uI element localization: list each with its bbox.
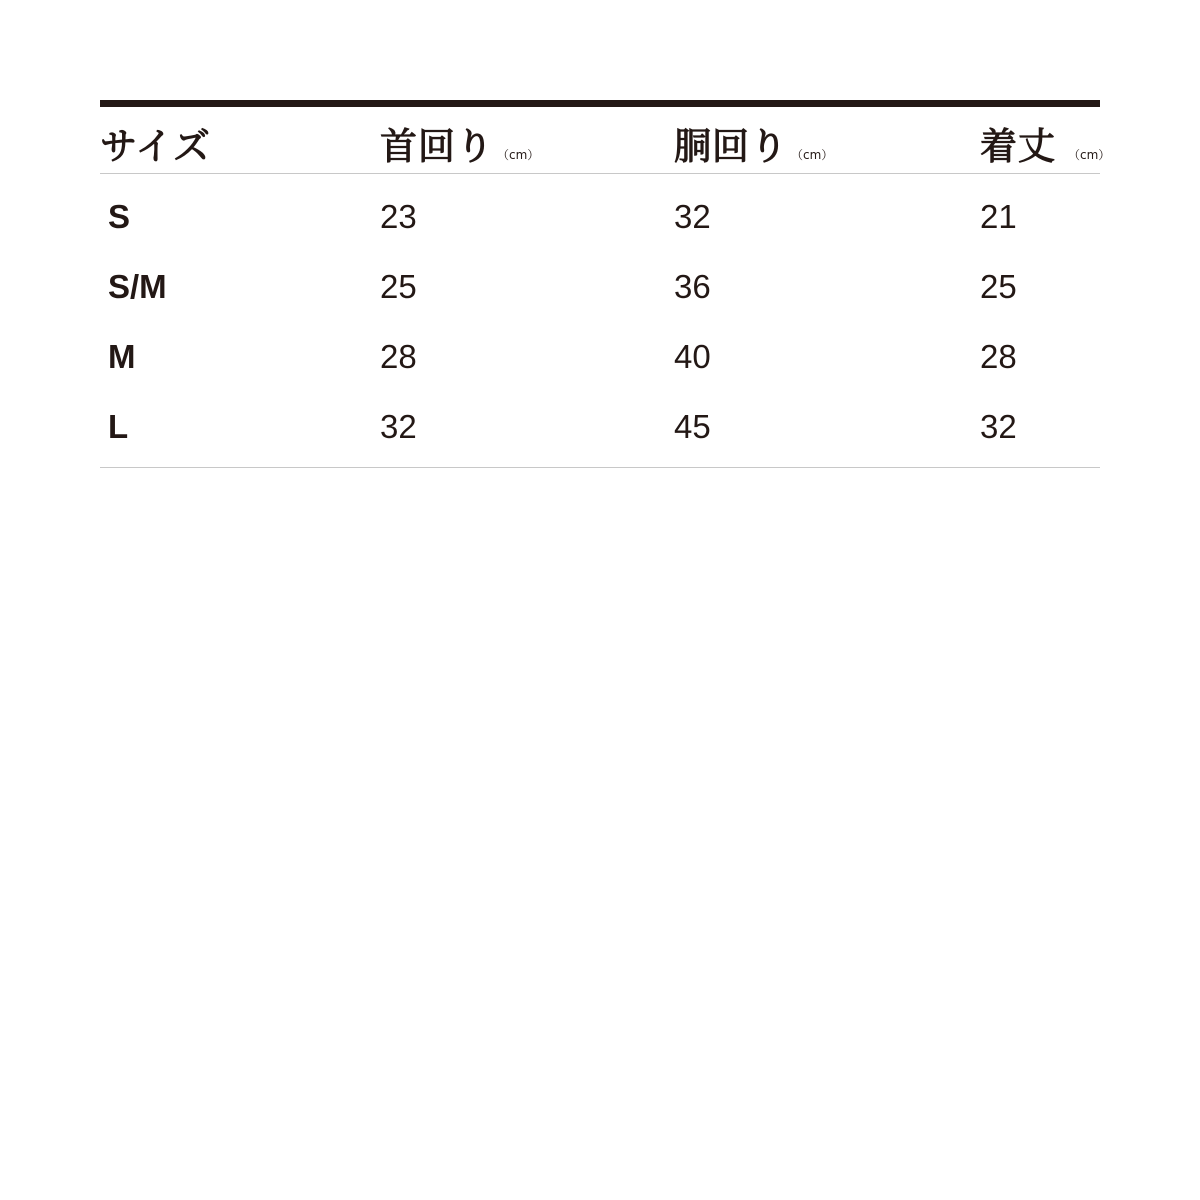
waist-cell: 40 bbox=[674, 338, 711, 375]
header-neck-unit: （cm） bbox=[497, 148, 540, 162]
neck-cell: 32 bbox=[380, 408, 417, 445]
waist-cell: 45 bbox=[674, 408, 711, 445]
table-body bbox=[100, 174, 1100, 468]
size-cell: M bbox=[108, 338, 136, 375]
header-length-unit: （cm） bbox=[1068, 148, 1111, 162]
header-size bbox=[100, 125, 211, 169]
table-header-row bbox=[100, 107, 1111, 174]
length-cell: 32 bbox=[980, 408, 1017, 445]
length-cell: 21 bbox=[980, 198, 1017, 235]
table-row bbox=[100, 317, 1100, 387]
neck-cell: 23 bbox=[380, 198, 417, 235]
length-cell: 28 bbox=[980, 338, 1017, 375]
length-cell: 25 bbox=[980, 268, 1017, 305]
header-waist-label: 胴回り bbox=[674, 125, 788, 168]
size-cell: S bbox=[108, 198, 131, 235]
header-length-label: 着丈 bbox=[980, 125, 1056, 168]
neck-cell: 25 bbox=[380, 268, 417, 305]
header-neck bbox=[380, 125, 539, 177]
size-cell: L bbox=[108, 408, 129, 445]
table-row bbox=[100, 177, 1100, 247]
size-chart-table bbox=[100, 100, 1111, 468]
waist-cell: 32 bbox=[674, 198, 711, 235]
neck-cell: 28 bbox=[380, 338, 417, 375]
table-row bbox=[100, 247, 1100, 317]
header-waist-unit: （cm） bbox=[791, 148, 834, 162]
size-cell: S/M bbox=[108, 268, 167, 305]
header-waist bbox=[674, 125, 833, 177]
header-neck-label: 首回り bbox=[380, 125, 494, 168]
header-length bbox=[980, 125, 1110, 177]
table-top-rule bbox=[100, 100, 1100, 107]
table-row bbox=[100, 387, 1100, 457]
waist-cell: 36 bbox=[674, 268, 711, 305]
header-size-label: サイズ bbox=[100, 125, 212, 168]
